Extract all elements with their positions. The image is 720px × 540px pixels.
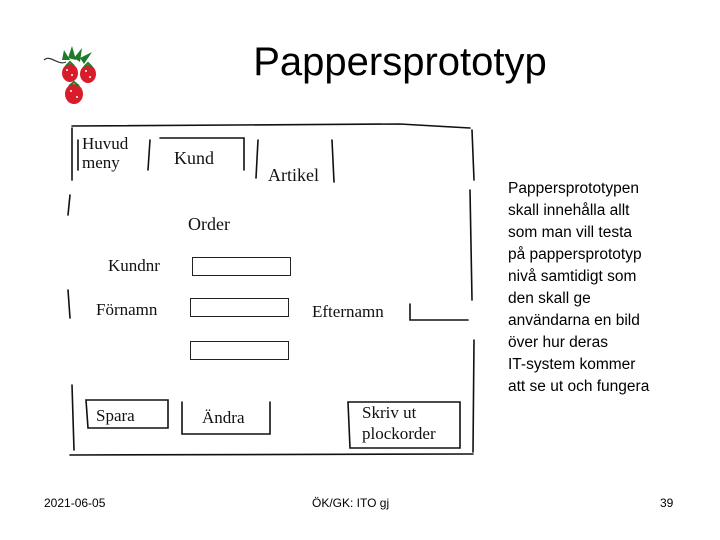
form-heading: Order [188, 214, 230, 234]
tab-artikel[interactable]: Artikel [268, 165, 319, 185]
kundnr-field[interactable] [192, 257, 291, 276]
skriv-ut-line1: Skriv ut [362, 403, 417, 422]
tab-huvudmeny-line2: meny [82, 153, 120, 172]
footer-date: 2021-06-05 [44, 496, 106, 510]
spara-button[interactable]: Spara [96, 406, 135, 425]
andra-button[interactable]: Ändra [202, 408, 245, 427]
fornamn-field[interactable] [190, 298, 289, 317]
slide-body-text: Pappersprototypen skall innehålla allt som man vill testa på pappersprototyp nivå samtidigt som den skall ge användarna en bild över hur deras IT-system kommer att se ut och fungera [508, 180, 650, 395]
slide-title: Pappersprototyp [253, 40, 547, 84]
skriv-ut-button[interactable] [362, 402, 436, 444]
fornamn-label: Förnamn [96, 300, 158, 319]
page-number: 39 [660, 496, 674, 510]
kundnr-label: Kundnr [108, 256, 160, 275]
tab-huvudmeny[interactable] [82, 134, 128, 172]
efternamn-label: Efternamn [312, 302, 384, 321]
extra-field[interactable] [190, 341, 289, 360]
tab-huvudmeny-line1: Huvud [82, 134, 129, 153]
skriv-ut-line2: plockorder [362, 424, 436, 443]
footer-center: ÖK/GK: ITO gj [312, 496, 390, 510]
tab-kund[interactable]: Kund [174, 148, 214, 168]
